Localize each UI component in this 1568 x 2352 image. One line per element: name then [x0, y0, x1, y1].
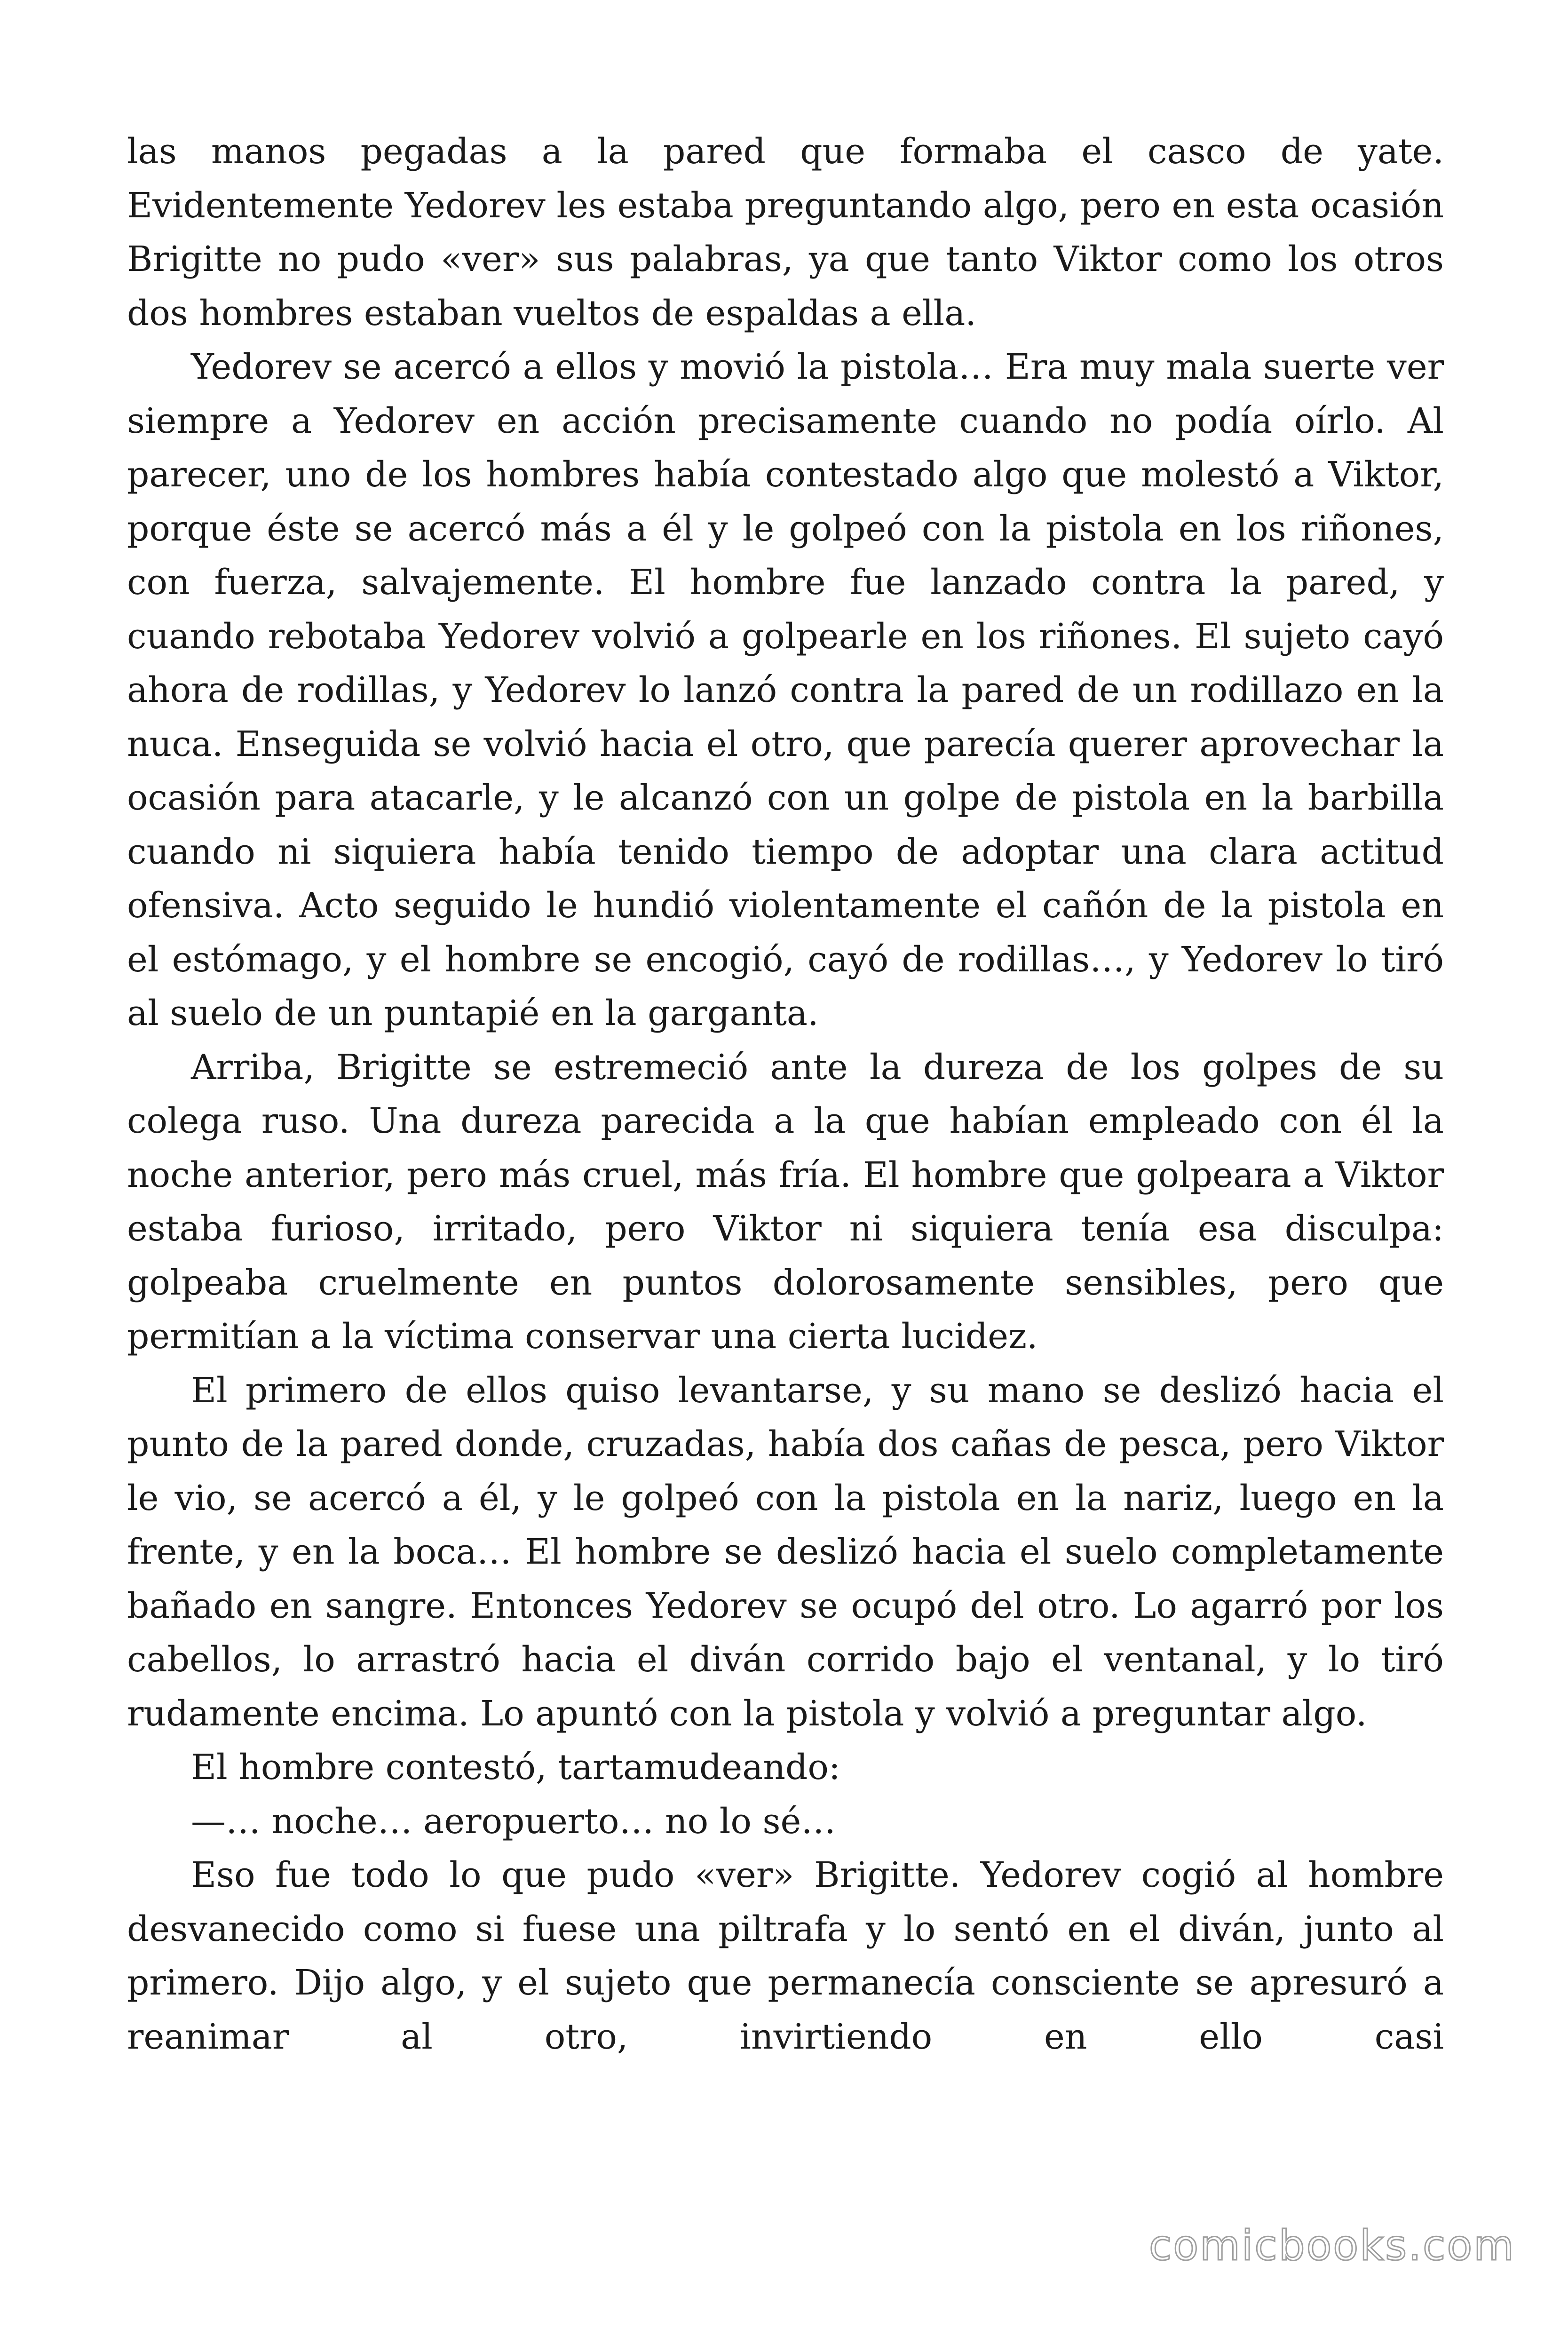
paragraph: El hombre contestó, tartamudeando:	[191, 1747, 840, 1788]
paragraph-continuation: las manos pegadas a la pared que formaba el casco de yate. Evidentemente Yedorev les estaba preguntando algo, pero en esta ocasión Brigitte no pudo «ver» sus palabras, ya que tanto Viktor como los otros dos hombres estaban vueltos de espaldas a ella.	[127, 131, 1444, 334]
watermark: comicbooks.com	[1148, 2221, 1515, 2270]
paragraph: Eso fue todo lo que pudo «ver» Brigitte. Yedorev cogió al hombre desvanecido como si fuese una piltrafa y lo sentó en el diván, junto al primero. Dijo algo, y el sujeto que permanecía consciente se apresuró a reanimar al otro, invirtiendo en ello casi	[127, 1855, 1444, 2057]
page-body	[127, 125, 1444, 2064]
paragraph: Yedorev se acercó a ellos y movió la pistola… Era muy mala suerte ver siempre a Yedorev en acción precisamente cuando no podía oírlo. Al parecer, uno de los hombres había contestado algo que molestó a Viktor, porque éste se acercó más a él y le golpeó con la pistola en los riñones, con fuerza, salvajemente. El hombre fue lanzado contra la pared, y cuando rebotaba Yedorev volvió a golpearle en los riñones. El sujeto cayó ahora de rodillas, y Yedorev lo lanzó contra la pared de un rodillazo en la nuca. Enseguida se volvió hacia el otro, que parecía querer aprovechar la ocasión para atacarle, y le alcanzó con un golpe de pistola en la barbilla cuando ni siquiera había tenido tiempo de adoptar una clara actitud ofensiva. Acto seguido le hundió violentamente el cañón de la pistola en el estómago, y el hombre se encogió, cayó de rodillas…, y Yedorev lo tiró al suelo de un puntapié en la garganta.	[127, 347, 1444, 1033]
paragraph: El primero de ellos quiso levantarse, y su mano se deslizó hacia el punto de la pared donde, cruzadas, había dos cañas de pesca, pero Viktor le vio, se acercó a él, y le golpeó con la pistola en la nariz, luego en la frente, y en la boca… El hombre se deslizó hacia el suelo completamente bañado en sangre. Entonces Yedorev se ocupó del otro. Lo agarró por los cabellos, lo arrastró hacia el diván corrido bajo el ventanal, y lo tiró rudamente encima. Lo apuntó con la pistola y volvió a preguntar algo.	[127, 1370, 1444, 1734]
dialogue-line: —… noche… aeropuerto… no lo sé…	[191, 1801, 836, 1842]
paragraph: Arriba, Brigitte se estremeció ante la dureza de los golpes de su colega ruso. Una dureza parecida a la que habían empleado con él la noche anterior, pero más cruel, más fría. El hombre que golpeara a Viktor estaba furioso, irritado, pero Viktor ni siquiera tenía esa disculpa: golpeaba cruelmente en puntos dolorosamente sensibles, pero que permitían a la víctima conservar una cierta lucidez.	[127, 1047, 1444, 1357]
